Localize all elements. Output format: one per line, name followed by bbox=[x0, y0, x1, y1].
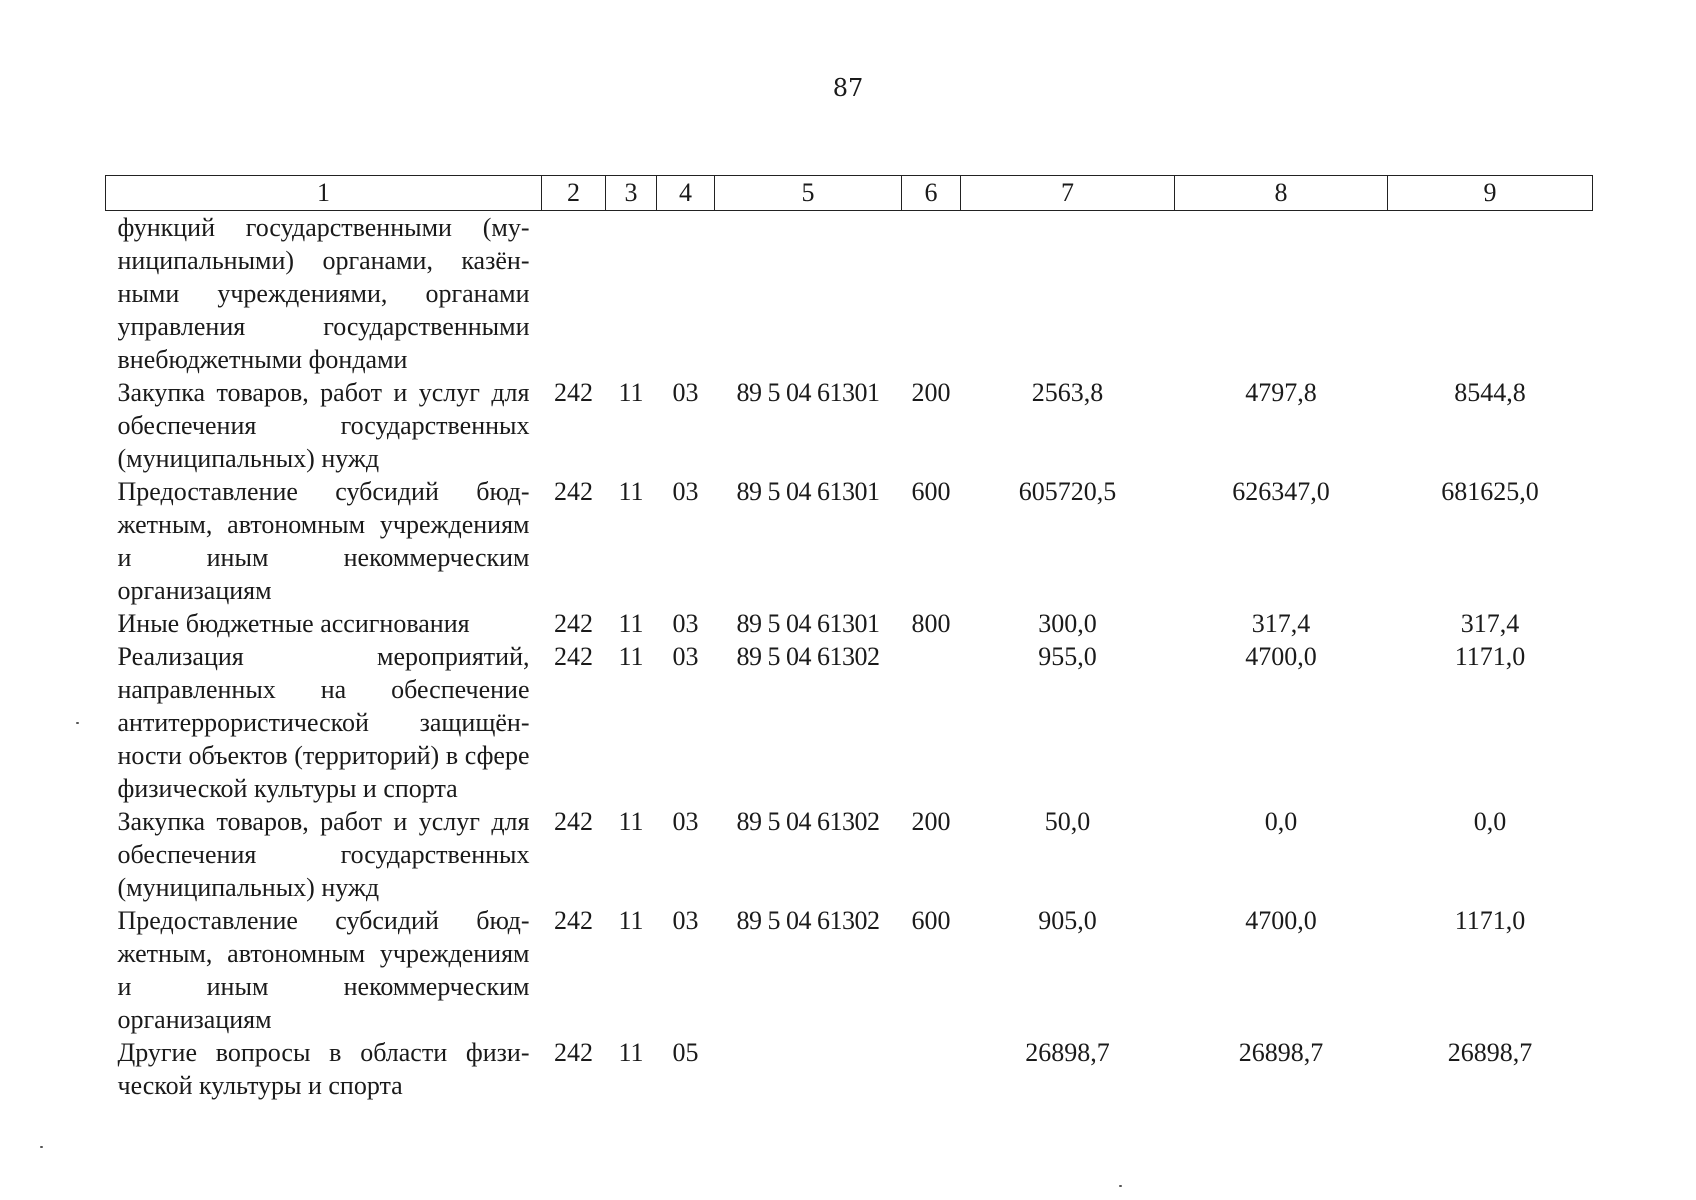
row-expense-type: 600 bbox=[911, 477, 951, 506]
row-expense-type: 600 bbox=[911, 906, 951, 935]
table-header bbox=[106, 176, 1593, 211]
row-amount-col7 bbox=[961, 211, 1175, 377]
row-target-article: 89 5 04 61301 bbox=[736, 378, 880, 407]
row-amount-col7: 905,0 bbox=[1038, 906, 1097, 935]
row-subsection-code: 03 bbox=[672, 807, 699, 836]
row-name: Закупка товаров, работ и услуг для обеспечения государственных (муниципальных) нужд bbox=[117, 807, 530, 902]
row-amount-col8: 4700,0 bbox=[1245, 906, 1317, 935]
row-target-article: 89 5 04 61302 bbox=[736, 807, 880, 836]
table-row bbox=[106, 640, 1593, 805]
row-subsection-code: 03 bbox=[672, 642, 699, 671]
row-amount-col9: 8544,8 bbox=[1454, 378, 1526, 407]
table-row bbox=[106, 607, 1593, 640]
header-row bbox=[106, 176, 1593, 211]
row-amount-col7: 955,0 bbox=[1038, 642, 1097, 671]
row-ministry-code: 242 bbox=[554, 807, 593, 836]
row-section-code: 11 bbox=[618, 906, 644, 935]
table-row bbox=[106, 1036, 1593, 1102]
row-expense-type bbox=[902, 211, 961, 377]
row-name: Закупка товаров, работ и услуг для обеспечения государственных (муниципальных) нужд bbox=[117, 378, 530, 473]
row-amount-col8: 26898,7 bbox=[1238, 1038, 1324, 1067]
header-col-4: 4 bbox=[657, 176, 715, 211]
header-col-2: 2 bbox=[542, 176, 606, 211]
page-number: 87 bbox=[832, 74, 864, 102]
row-subsection-code: 05 bbox=[672, 1038, 699, 1067]
row-section-code: 11 bbox=[618, 378, 644, 407]
row-amount-col9: 317,4 bbox=[1460, 609, 1520, 638]
row-ministry-code: 242 bbox=[554, 906, 593, 935]
row-amount-col7: 26898,7 bbox=[1025, 1038, 1110, 1067]
row-target-article bbox=[715, 1036, 902, 1102]
row-subsection-code: 03 bbox=[672, 609, 699, 638]
header-col-6: 6 bbox=[902, 176, 961, 211]
row-ministry-code: 242 bbox=[554, 477, 593, 506]
row-section-code: 11 bbox=[618, 807, 644, 836]
header-col-8: 8 bbox=[1175, 176, 1388, 211]
row-amount-col9: 0,0 bbox=[1473, 807, 1507, 836]
row-amount-col8: 317,4 bbox=[1251, 609, 1311, 638]
row-amount-col9 bbox=[1388, 211, 1593, 377]
row-ministry-code: 242 bbox=[554, 609, 593, 638]
row-target-article: 89 5 04 61302 bbox=[736, 642, 880, 671]
row-expense-type: 200 bbox=[911, 378, 951, 407]
row-amount-col7: 300,0 bbox=[1038, 609, 1097, 638]
row-ministry-code: 242 bbox=[554, 642, 593, 671]
row-target-article: 89 5 04 61301 bbox=[736, 477, 880, 506]
header-col-9: 9 bbox=[1388, 176, 1593, 211]
header-col-3: 3 bbox=[606, 176, 657, 211]
row-expense-type bbox=[902, 640, 961, 805]
row-name: Иные бюджетные ассигнования bbox=[117, 609, 470, 638]
row-subsection-code: 03 bbox=[672, 906, 699, 935]
row-ministry-code: 242 bbox=[554, 1038, 593, 1067]
table-body bbox=[106, 211, 1593, 1103]
row-section-code: 11 bbox=[618, 609, 644, 638]
row-section-code bbox=[606, 211, 657, 377]
row-amount-col9: 26898,7 bbox=[1447, 1038, 1533, 1067]
scan-speck bbox=[40, 1146, 43, 1148]
budget-table bbox=[105, 175, 1593, 1102]
row-amount-col7: 605720,5 bbox=[1018, 477, 1117, 506]
row-amount-col9: 1171,0 bbox=[1454, 642, 1526, 671]
table-row bbox=[106, 211, 1593, 377]
row-target-article: 89 5 04 61302 bbox=[736, 906, 880, 935]
row-amount-col9: 681625,0 bbox=[1441, 477, 1539, 506]
table-row bbox=[106, 376, 1593, 475]
scan-speck bbox=[76, 722, 79, 724]
header-col-7: 7 bbox=[961, 176, 1175, 211]
row-expense-type: 800 bbox=[911, 609, 951, 638]
table-row bbox=[106, 475, 1593, 607]
row-section-code: 11 bbox=[618, 477, 644, 506]
row-ministry-code bbox=[542, 211, 606, 377]
row-expense-type bbox=[902, 1036, 961, 1102]
row-section-code: 11 bbox=[618, 1038, 644, 1067]
row-subsection-code: 03 bbox=[672, 378, 699, 407]
row-name: Реализация мероприятий, направленных на обеспечение антитеррористической защищённости объектов (территорий) в сфере физической культуры и спорта bbox=[117, 642, 530, 803]
row-amount-col8: 4797,8 bbox=[1245, 378, 1317, 407]
row-amount-col7: 2563,8 bbox=[1031, 378, 1104, 407]
row-amount-col8: 626347,0 bbox=[1232, 477, 1330, 506]
row-amount-col8: 0,0 bbox=[1264, 807, 1298, 836]
row-name: Другие вопросы в области физической культуры и спорта bbox=[117, 1038, 530, 1100]
row-ministry-code: 242 bbox=[554, 378, 593, 407]
row-amount-col9: 1171,0 bbox=[1454, 906, 1526, 935]
header-col-1: 1 bbox=[106, 176, 542, 211]
row-subsection-code bbox=[657, 211, 715, 377]
row-name: Предоставление субсидий бюджетным, автономным учреждениям и иным некоммерческим организациям bbox=[117, 906, 530, 1034]
row-amount-col8 bbox=[1175, 211, 1388, 377]
row-amount-col7: 50,0 bbox=[1044, 807, 1091, 836]
row-name: функций государственными (муниципальными) органами, казёнными учреждениями, органами управления государственными внебюджетными фондами bbox=[117, 213, 530, 374]
row-target-article bbox=[715, 211, 902, 377]
scan-speck bbox=[1119, 1185, 1122, 1187]
row-name: Предоставление субсидий бюджетным, автономным учреждениям и иным некоммерческим организациям bbox=[117, 477, 530, 605]
row-section-code: 11 bbox=[618, 642, 644, 671]
row-expense-type: 200 bbox=[911, 807, 951, 836]
table-row bbox=[106, 904, 1593, 1036]
table-row bbox=[106, 805, 1593, 904]
row-amount-col8: 4700,0 bbox=[1245, 642, 1317, 671]
row-target-article: 89 5 04 61301 bbox=[736, 609, 880, 638]
header-col-5: 5 bbox=[715, 176, 902, 211]
row-subsection-code: 03 bbox=[672, 477, 699, 506]
